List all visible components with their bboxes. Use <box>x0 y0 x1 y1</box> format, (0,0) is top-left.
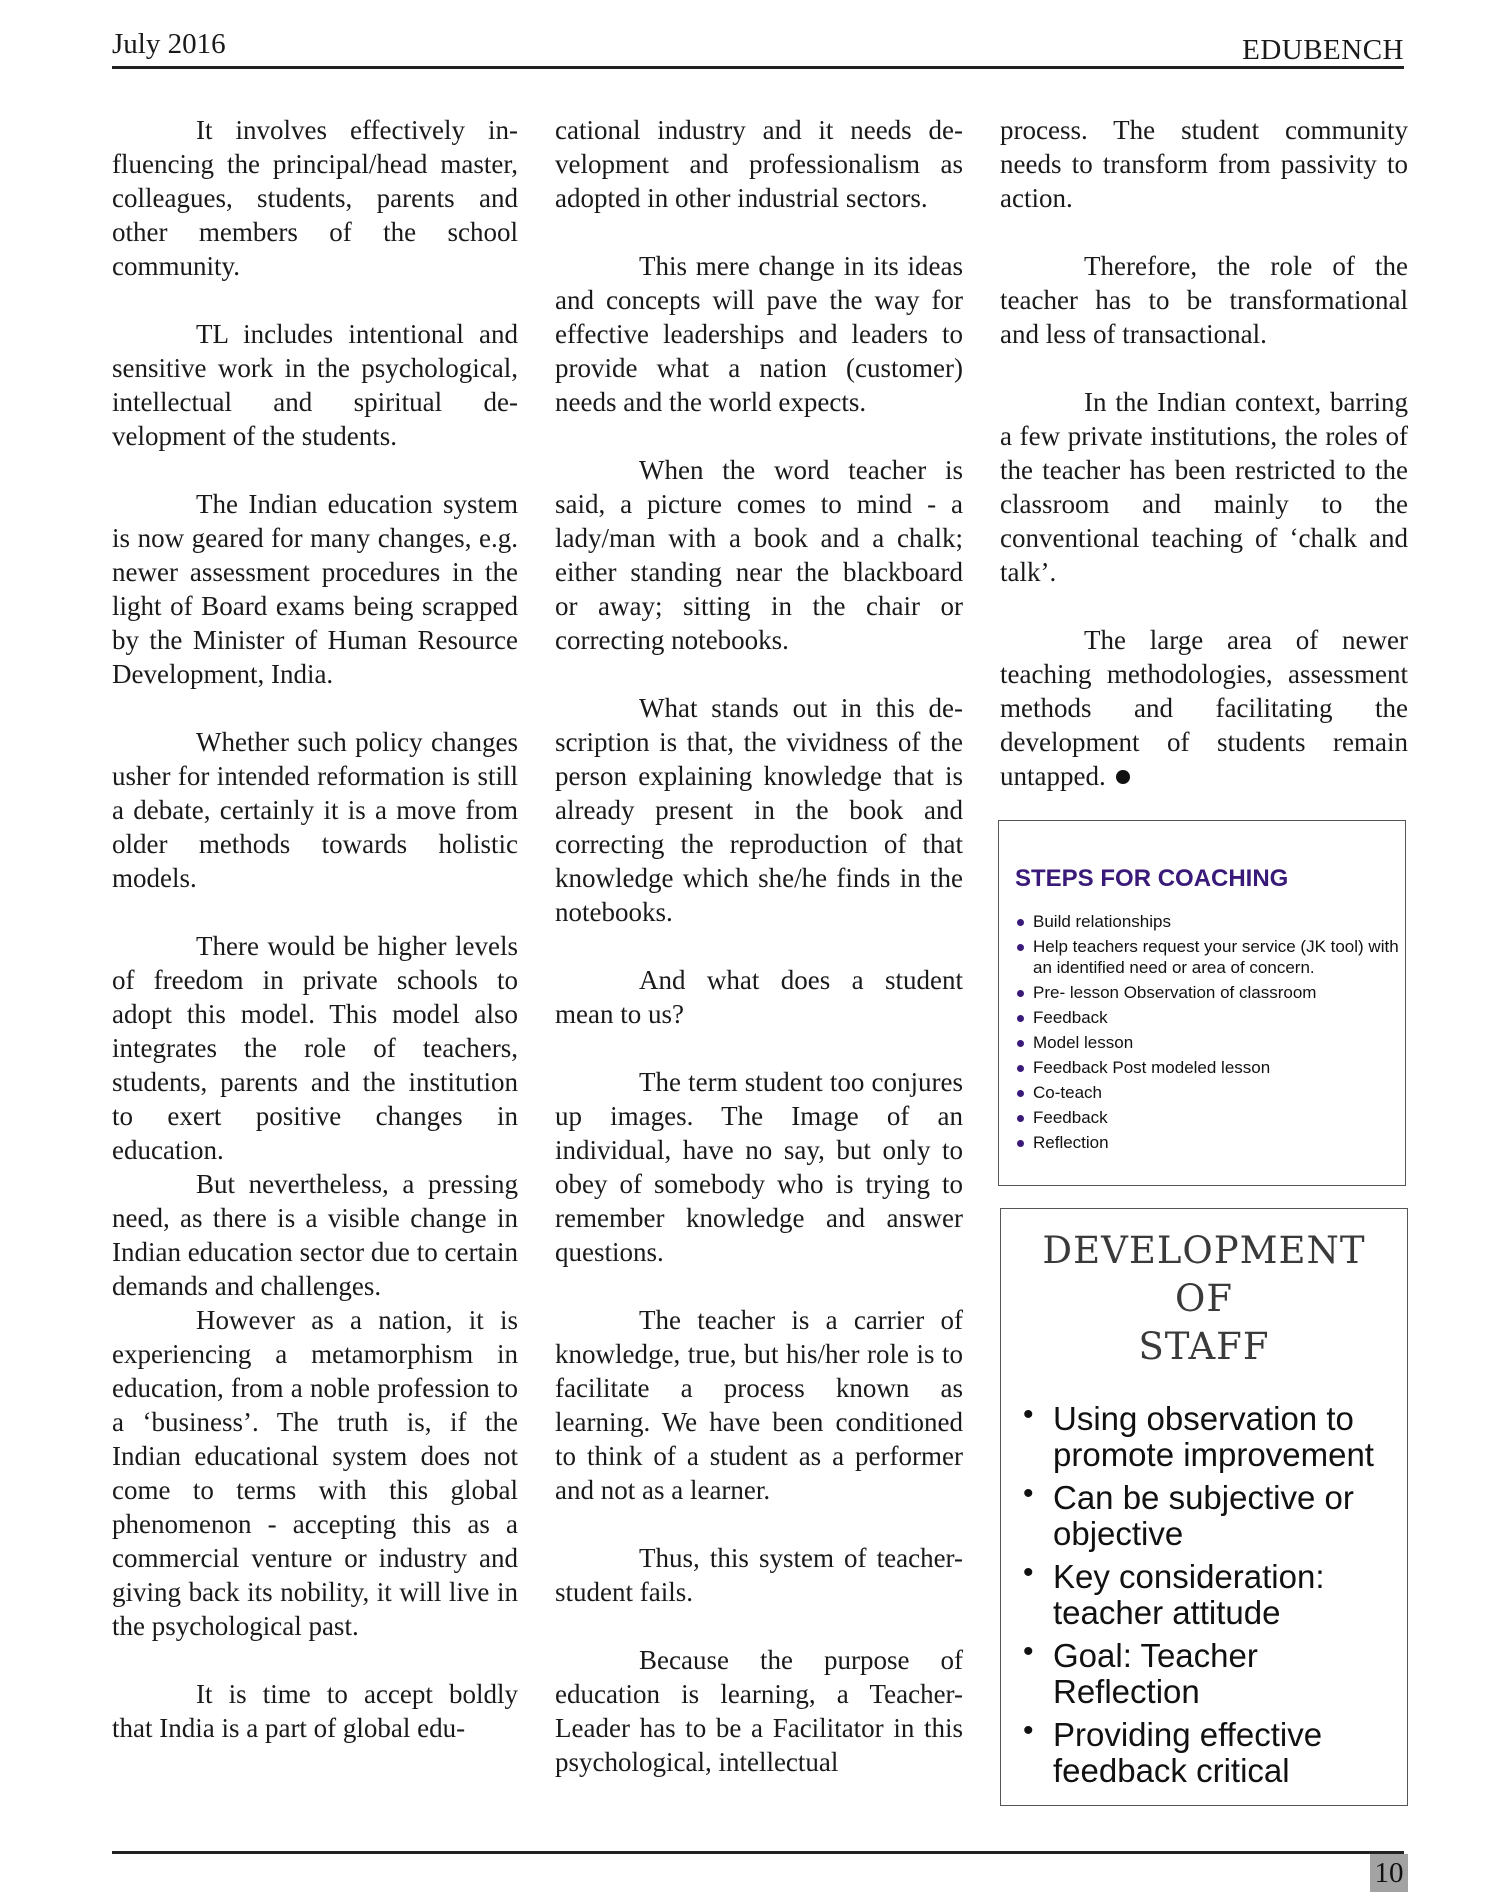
list-item: Reflection <box>1015 1132 1399 1153</box>
paragraph: The teacher is a carrier of knowledge, true, but his/her role is to facilitate a process known as learning. We have been conditioned to think of a student as a performer and not as a learner. <box>555 1305 963 1505</box>
paragraph: When the word teacher is said, a picture comes to mind - a lady/man with a book and a chalk; either standing near the blackboard or away; sitting in the chair or correcting notebooks. <box>555 455 963 655</box>
list-item: Build relationships <box>1015 911 1399 932</box>
list-item: Help teachers request your service (JK tool) with an identified need or area of concern. <box>1015 936 1399 978</box>
header-rule <box>112 66 1404 69</box>
title-line: OF <box>1174 1277 1233 1320</box>
paragraph: In the Indian context, barring a few private institutions, the roles of the teacher has been restricted to the classroom and mainly to the conventional teaching of ‘chalk and talk’. <box>1000 387 1408 587</box>
title-line: STAFF <box>1138 1325 1270 1368</box>
paragraph-text: The large area of newer teaching methodologies, assessment methods and facilitating the development of students remain untapped. <box>1000 625 1408 791</box>
page-number: 10 <box>1370 1854 1408 1892</box>
footer-rule <box>112 1851 1404 1854</box>
paragraph: Because the purpose of education is learning, a Teacher-Leader has to be a Facilitator in this psychological, intellectual <box>555 1645 963 1777</box>
paragraph: But nevertheless, a pressing need, as there is a visible change in Indian education sector due to certain demands and challenges. <box>112 1169 518 1301</box>
development-box-title <box>1001 1227 1407 1371</box>
paragraph: The Indian education system is now geared for many changes, e.g. newer assessment procedures in the light of Board exams being scrapped by the Minister of Human Resource Development, India. <box>112 489 518 689</box>
list-item: Feedback <box>1015 1007 1399 1028</box>
development-of-staff-box <box>1000 1208 1408 1806</box>
list-item: • Can be subjective or objective <box>1023 1480 1393 1552</box>
paragraph: However as a nation, it is experiencing a metamorphism in education, from a noble profession to a ‘business’. The truth is, if the Indian educational system does not come to terms with this global phenomenon - accepting this as a commercial venture or industry and giving back its nobility, it will live in the psychological past. <box>112 1305 518 1641</box>
column-1 <box>112 113 518 1779</box>
paragraph: process. The student community needs to transform from passivity to action. <box>1000 115 1408 213</box>
paragraph: cational industry and it needs development and professionalism as adopted in other industrial sectors. <box>555 115 963 213</box>
paragraph: Whether such policy changes usher for intended reformation is still a debate, certainly it is a move from older methods towards holistic models. <box>112 727 518 893</box>
column-2 <box>555 113 963 1813</box>
list-item: • Key consideration: teacher attitude <box>1023 1559 1393 1631</box>
list-item: Model lesson <box>1015 1032 1399 1053</box>
paragraph: What stands out in this description is that, the vividness of the person explaining knowledge that is already present in the book and correcting the reproduction of that knowledge which she/he finds in the notebooks. <box>555 693 963 927</box>
paragraph: Therefore, the role of the teacher has to be transformational and less of transactional. <box>1000 251 1408 349</box>
paragraph: There would be higher levels of freedom in private schools to adopt this model. This model also integrates the role of teachers, students, parents and the institution to exert positive changes in education. <box>112 931 518 1165</box>
paragraph: And what does a student mean to us? <box>555 965 963 1029</box>
publication-name: EDUBENCH <box>1242 34 1404 66</box>
column-3 <box>1000 113 1408 827</box>
list-item: • Providing effective feedback critical <box>1023 1717 1393 1789</box>
list-item: • Goal: Teacher Reflection <box>1023 1638 1393 1710</box>
list-item: Feedback Post modeled lesson <box>1015 1057 1399 1078</box>
paragraph: It involves effectively influencing the principal/head master, colleagues, students, parents and other members of the school community. <box>112 115 518 281</box>
list-item: • Using observation to promote improvement <box>1023 1401 1393 1473</box>
paragraph <box>1000 623 1408 793</box>
list-item: Pre- lesson Observation of classroom <box>1015 982 1399 1003</box>
paragraph: Thus, this system of teacher-student fails. <box>555 1543 963 1607</box>
paragraph: It is time to accept boldly that India is a part of global edu- <box>112 1679 518 1743</box>
paragraph: This mere change in its ideas and concepts will pave the way for effective leaderships and leaders to provide what a nation (customer) needs and the world expects. <box>555 251 963 417</box>
steps-for-coaching-box <box>998 820 1406 1186</box>
page-date: July 2016 <box>112 28 226 60</box>
paragraph: The term student too conjures up images. The Image of an individual, have no say, but only to obey of somebody who is trying to remember knowledge and answer questions. <box>555 1067 963 1267</box>
list-item: Co-teach <box>1015 1082 1399 1103</box>
paragraph: TL includes intentional and sensitive work in the psychological, intellectual and spiritual development of the students. <box>112 319 518 451</box>
development-points-list <box>1023 1401 1393 1796</box>
coaching-steps-list <box>1015 911 1399 1157</box>
end-of-article-icon <box>1116 770 1130 784</box>
list-item: Feedback <box>1015 1107 1399 1128</box>
title-line: DEVELOPMENT <box>1042 1229 1366 1272</box>
coaching-box-title: STEPS FOR COACHING <box>1015 865 1289 892</box>
